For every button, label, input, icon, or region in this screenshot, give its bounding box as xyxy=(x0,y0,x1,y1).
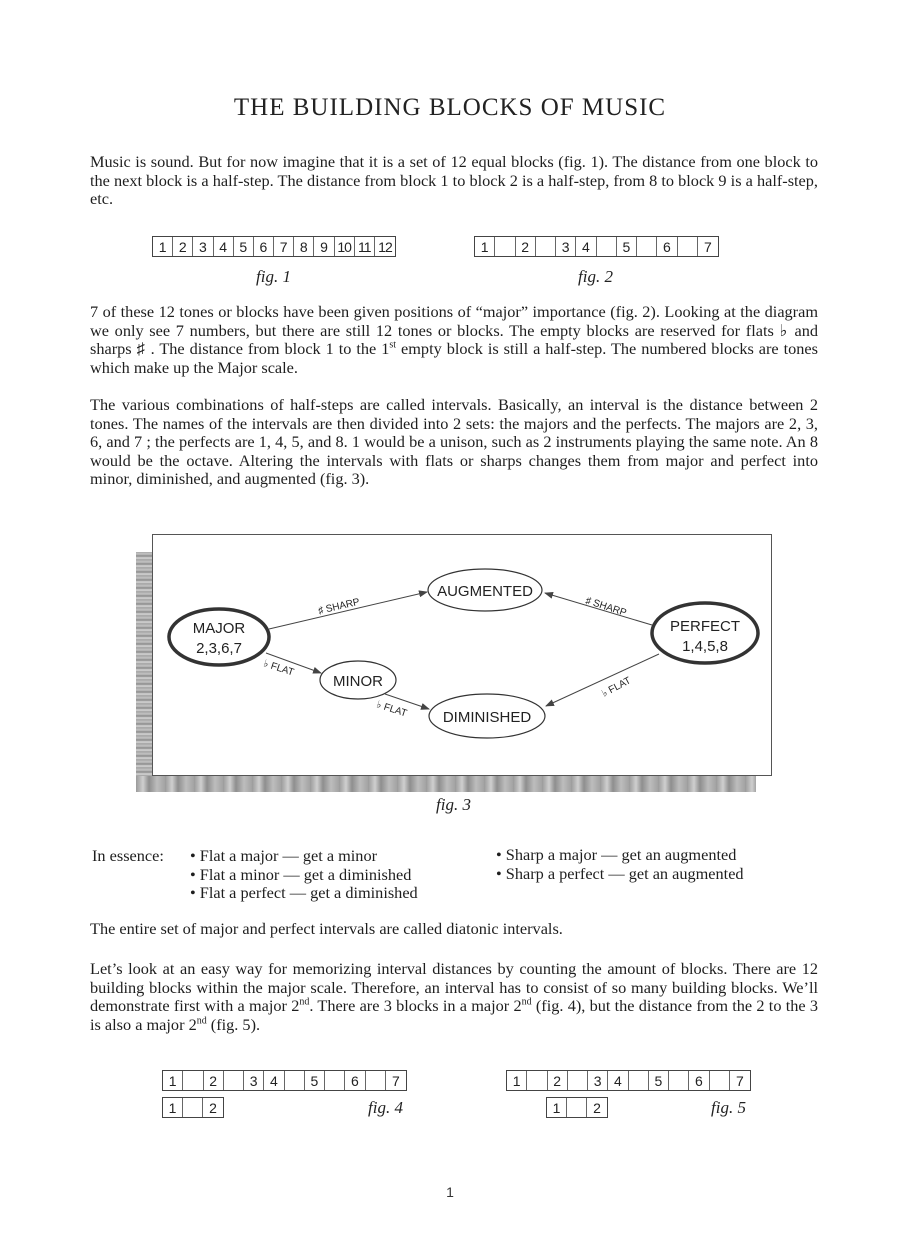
page-title: THE BUILDING BLOCKS OF MUSIC xyxy=(233,94,667,121)
block-cell xyxy=(495,237,515,256)
fig3-diagram-frame xyxy=(152,534,772,776)
block-cell: 4 xyxy=(608,1071,628,1090)
block-cell xyxy=(366,1071,386,1090)
block-cell: 10 xyxy=(335,237,355,256)
essence-item: • Sharp a perfect — get an augmented xyxy=(496,863,744,883)
essence-item: • Flat a perfect — get a diminished xyxy=(190,883,418,903)
block-cell: 1 xyxy=(507,1071,527,1090)
paragraph-text: empty block is still a half-step. The numbered blocks are tones which make up the Major scale. xyxy=(90,339,818,377)
block-cell: 1 xyxy=(153,237,173,256)
block-cell: 8 xyxy=(294,237,314,256)
block-cell xyxy=(567,1098,587,1117)
block-cell xyxy=(183,1071,203,1090)
block-cell xyxy=(568,1071,588,1090)
paragraph-text: (fig. 4), but the distance from the 2 to the 3 is also a major 2 xyxy=(90,996,818,1034)
essence-item: • Flat a minor — get a diminished xyxy=(190,864,412,884)
edge-label-flat: ♭ FLAT xyxy=(600,675,633,700)
block-cell: 2 xyxy=(548,1071,568,1090)
node-perfect-label: PERFECT xyxy=(669,618,741,635)
block-cell: 6 xyxy=(254,237,274,256)
node-diminished-label: DIMINISHED xyxy=(442,709,532,726)
block-cell: 11 xyxy=(355,237,375,256)
edge-perfect-diminished xyxy=(546,654,659,706)
superscript: st xyxy=(389,339,397,351)
block-cell: 6 xyxy=(345,1071,365,1090)
fig1-caption: fig. 1 xyxy=(256,267,291,286)
block-cell: 4 xyxy=(576,237,596,256)
paragraph-text: 7 of these 12 tones or blocks have been given positions of “major” importance (fig. 2). Looking at the diagram we only see 7 numbers, but there are still 12 tones or blocks. The empty blocks are reserved for flats ♭ and sharps ♯ . The distance from block 1 to the 1 xyxy=(90,302,818,359)
paragraph-intro: Music is sound. But for now imagine that it is a set of 12 equal blocks (fig. 1). The distance from one block to the next block is a half-step. The distance from block 1 to block 2 is a half-step, from 8 to block 9 is a half-step, etc. xyxy=(90,152,818,209)
block-cell xyxy=(224,1071,244,1090)
paragraph-major-positions xyxy=(90,303,818,377)
edge-label-sharp: ♯ SHARP xyxy=(317,596,361,617)
block-cell: 7 xyxy=(703,238,712,255)
superscript: nd xyxy=(299,996,310,1008)
block-cell: 2 xyxy=(209,1099,217,1116)
block-cell: 9 xyxy=(314,237,334,256)
essence-item: • Sharp a major — get an augmented xyxy=(496,845,737,864)
fig5-block-strip xyxy=(506,1070,751,1091)
block-cell: 1 xyxy=(547,1098,567,1117)
block-cell: 5 xyxy=(305,1071,325,1090)
paragraph-text: Let’s look at an easy way for memorizing interval distances by counting the amount of blocks. There are 12 building blocks within the major scale. Therefore, an interval has to consist of so many building blocks. We’ll demonstrate first with a major 2 xyxy=(90,959,818,1016)
block-cell xyxy=(183,1098,203,1117)
block-cell: 3 xyxy=(193,237,213,256)
block-cell xyxy=(325,1071,345,1090)
essence-right-list xyxy=(496,846,744,883)
edge-label-sharp: ♯ SHARP xyxy=(584,595,628,619)
fig4-sub-strip xyxy=(162,1097,224,1118)
node-augmented-label: AUGMENTED xyxy=(437,583,533,600)
block-cell: 1 xyxy=(163,1071,183,1090)
node-major-label: MAJOR xyxy=(192,620,246,637)
block-cell xyxy=(536,237,556,256)
paragraph-intervals: The various combinations of half-steps are called intervals. Basically, an interval is the distance between 2 tones. The names of the intervals are then divided into 2 sets: the majors and the perfects. The majors are 2, 3, 6, and 7 ; the perfects are 1, 4, 5, and 8. 1 would be a unison, such as 2 instruments playing the same note. An 8 would be the octave. Altering the intervals with flats or sharps changes them from major and perfect into minor, diminished, and augmented (fig. 3). xyxy=(90,395,818,489)
block-cell: 2 xyxy=(516,237,536,256)
interval-diagram xyxy=(153,535,773,777)
essence-label: In essence: xyxy=(92,846,164,865)
paragraph-text: . There are 3 blocks in a major 2 xyxy=(309,996,522,1016)
fig4-caption: fig. 4 xyxy=(368,1098,403,1117)
block-cell: 7 xyxy=(735,1072,744,1089)
paragraph-memorizing xyxy=(90,960,818,1034)
block-cell: 1 xyxy=(163,1098,183,1117)
block-cell: 7 xyxy=(274,237,294,256)
block-cell: 2 xyxy=(204,1071,224,1090)
block-cell: 2 xyxy=(593,1099,601,1116)
fig2-block-strip xyxy=(474,236,719,257)
edge-major-augmented xyxy=(269,592,427,629)
superscript: nd xyxy=(196,1015,207,1027)
edge-label-flat: ♭ FLAT xyxy=(375,699,409,720)
block-cell xyxy=(527,1071,547,1090)
block-cell xyxy=(637,237,657,256)
fig1-block-strip xyxy=(152,236,396,257)
block-cell: 2 xyxy=(173,237,193,256)
block-cell: 7 xyxy=(391,1072,400,1089)
block-cell: 3 xyxy=(556,237,576,256)
block-cell: 3 xyxy=(588,1071,608,1090)
superscript: nd xyxy=(521,996,532,1008)
fig5-sub-strip xyxy=(546,1097,608,1118)
block-cell xyxy=(678,237,698,256)
block-cell: 4 xyxy=(214,237,234,256)
node-perfect-sub: 1,4,5,8 xyxy=(682,638,728,655)
block-cell: 6 xyxy=(657,237,677,256)
node-minor-label: MINOR xyxy=(333,673,383,690)
fig5-caption: fig. 5 xyxy=(711,1098,746,1117)
block-cell: 3 xyxy=(244,1071,264,1090)
paragraph-text: (fig. 5). xyxy=(206,1014,261,1034)
block-cell: 5 xyxy=(617,237,637,256)
node-major-sub: 2,3,6,7 xyxy=(196,640,242,657)
page-number: 1 xyxy=(446,1184,454,1200)
essence-item: • Flat a major — get a minor xyxy=(190,846,378,865)
fig2-caption: fig. 2 xyxy=(578,267,613,286)
essence-left-list xyxy=(190,847,418,903)
block-cell xyxy=(597,237,617,256)
block-cell: 1 xyxy=(475,237,495,256)
fig3-caption: fig. 3 xyxy=(436,795,471,814)
block-cell: 5 xyxy=(649,1071,669,1090)
block-cell xyxy=(710,1071,730,1090)
block-cell: 5 xyxy=(234,237,254,256)
fig3-shadow-bottom xyxy=(136,776,756,792)
block-cell xyxy=(669,1071,689,1090)
fig4-block-strip xyxy=(162,1070,407,1091)
block-cell: 4 xyxy=(264,1071,284,1090)
block-cell xyxy=(629,1071,649,1090)
paragraph-diatonic: The entire set of major and perfect intervals are called diatonic intervals. xyxy=(90,919,563,938)
block-cell: 6 xyxy=(689,1071,709,1090)
block-cell xyxy=(285,1071,305,1090)
edge-label-flat: ♭ FLAT xyxy=(262,658,296,679)
block-cell: 12 xyxy=(378,238,392,255)
